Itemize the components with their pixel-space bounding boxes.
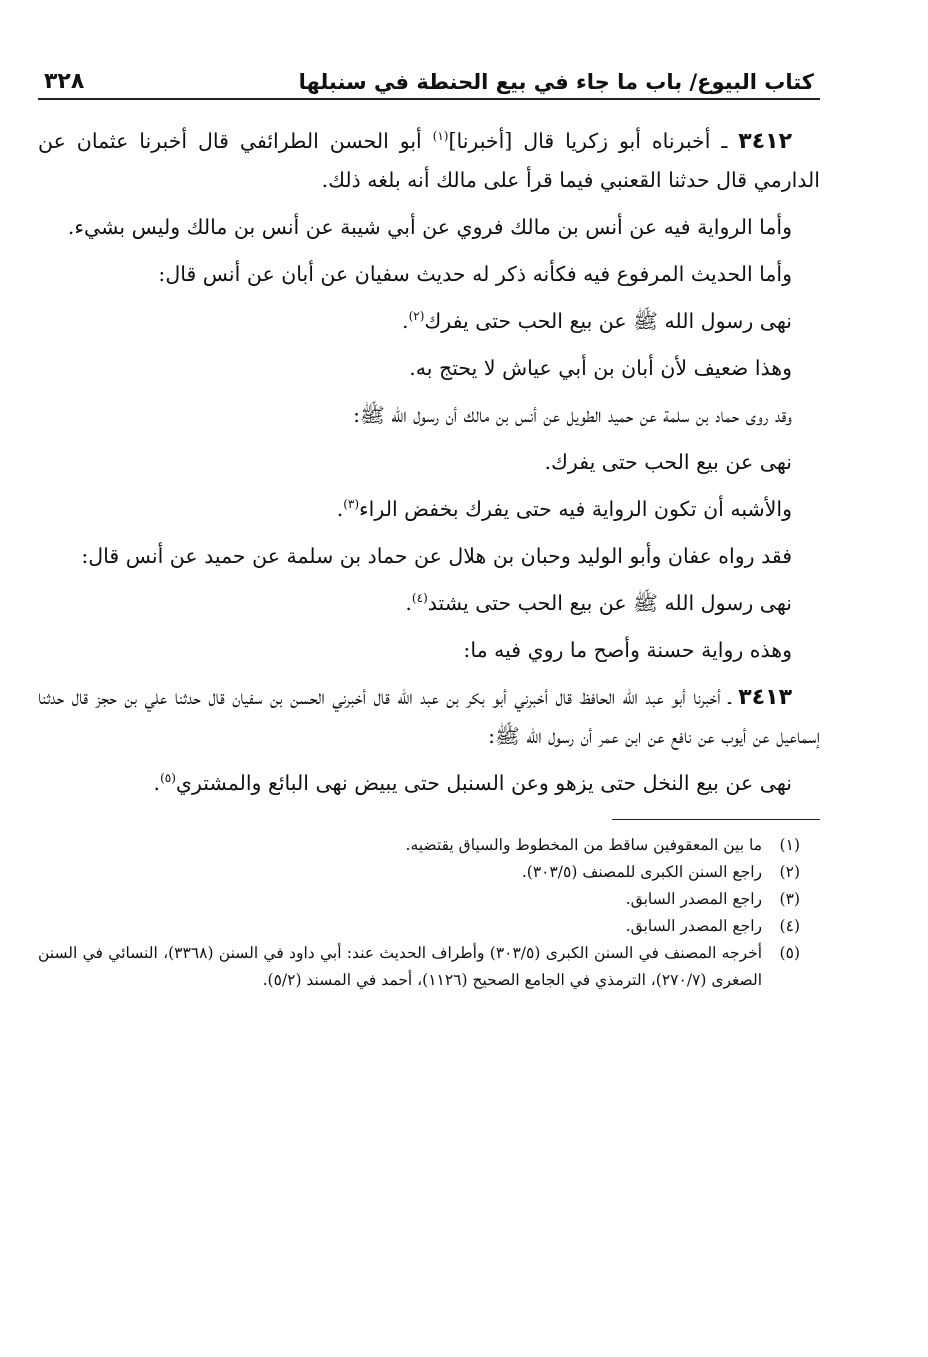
paragraph: وأما الحديث المرفوع فيه فكأنه ذكر له حديث سفيان عن أبان عن أنس قال:: [158, 262, 792, 286]
footnotes: [38, 832, 820, 994]
paragraph-text: والأشبه أن تكون الرواية فيه حتى يفرك بخفض الراء: [359, 497, 792, 521]
footnote-number: (١): [779, 836, 800, 854]
footnote-ref-2: (٢): [408, 309, 425, 324]
footnote-number: (٥): [779, 944, 800, 962]
footnote-text: ما بين المعقوفين ساقط من المخطوط والسياق يقتضيه.: [405, 836, 762, 854]
hadith-number: ٣٤١٢: [738, 129, 793, 154]
quoted-hadith: [38, 764, 820, 803]
paragraph: وهذه رواية حسنة وأصح ما روي فيه ما:: [463, 638, 792, 662]
footnote-rule: [612, 819, 820, 820]
footnote: [38, 832, 820, 859]
footnote: [38, 940, 820, 994]
footnote-text: راجع المصدر السابق.: [625, 890, 762, 908]
quoted-hadith: [38, 584, 820, 623]
hadith-3413: [38, 678, 820, 756]
paragraph: وقد روى حماد بن سلمة عن حميد الطويل عن أنس بن مالك أن رسول الله ﷺ:: [353, 403, 792, 427]
hadith-number: ٣٤١٣: [738, 685, 792, 710]
footnote-ref-3: (٣): [343, 497, 360, 512]
footnote-ref-5: (٥): [160, 771, 176, 786]
footnote-number: (٣): [779, 890, 800, 908]
hadith-3412: [38, 122, 820, 200]
footnote: [38, 913, 820, 940]
footnote-text: راجع السنن الكبرى للمصنف (٣٠٣/٥).: [521, 863, 762, 881]
quote-text: نهى عن بيع النخل حتى يزهو وعن السنبل حتى يبيض نهى البائع والمشتري: [175, 771, 792, 795]
paragraph-end: .: [336, 497, 344, 521]
running-header: [38, 42, 820, 100]
header-title: كتاب البيوع/ باب ما جاء في بيع الحنطة في سنبلها: [298, 70, 814, 94]
quoted-hadith: [38, 302, 820, 341]
quote-end: .: [405, 591, 412, 615]
paragraph-text: أبو الحسن الطرائفي قال أخبرنا عثمان عن الدارمي قال حدثنا القعنبي فيما قرأ على مالك أنه بلغه ذلك.: [38, 129, 820, 192]
footnote: [38, 859, 820, 886]
header-rule: [38, 98, 820, 100]
footnote-text: راجع المصدر السابق.: [625, 917, 762, 935]
quote-text: نهى رسول الله ﷺ عن بيع الحب حتى يفرك: [424, 309, 792, 333]
paragraph-text: ـ أخبرنا أبو عبد الله الحافظ قال أخبرني أبو بكر بن عبد الله قال أخبرني الحسن بن سفيان قال حدثنا علي بن حجز قال حدثنا إسماعيل عن أيوب عن نافع عن ابن عمر أن رسول الله ﷺ:: [38, 685, 820, 748]
footnote-number: (٤): [779, 917, 800, 935]
footnote-ref-4: (٤): [411, 591, 428, 606]
page-number: ٣٢٨: [44, 69, 85, 94]
footnote-ref-1: (١): [432, 129, 449, 144]
main-text: [38, 122, 820, 803]
paragraph: وهذا ضعيف لأن أبان بن أبي عياش لا يحتج به.: [409, 356, 792, 380]
quote-end: .: [153, 771, 161, 795]
paragraph-text: ـ أخبرناه أبو زكريا قال [أخبرنا]: [448, 129, 739, 153]
footnote: [38, 886, 820, 913]
paragraph: فقد رواه عفان وأبو الوليد وحبان بن هلال عن حماد بن سلمة عن حميد عن أنس قال:: [81, 544, 792, 568]
footnote-number: (٢): [779, 863, 800, 881]
paragraph: [38, 490, 820, 529]
paragraph: وأما الرواية فيه عن أنس بن مالك فروي عن أبي شيبة عن أنس بن مالك وليس بشيء.: [67, 215, 792, 239]
footnote-text: أخرجه المصنف في السنن الكبرى (٣٠٣/٥) وأطراف الحديث عند: أبي داود في السنن (٣٣٦٨)، النسائي في السنن الصغرى (٢٧٠/٧)، الترمذي في الجامع الصحيح (١١٢٦)، أحمد في المسند (٥/٢).: [38, 944, 763, 989]
quoted-hadith: نهى عن بيع الحب حتى يفرك.: [544, 450, 792, 474]
quote-text: نهى رسول الله ﷺ عن بيع الحب حتى يشتد: [427, 591, 792, 615]
book-page: [38, 42, 820, 994]
quote-end: .: [402, 309, 409, 333]
